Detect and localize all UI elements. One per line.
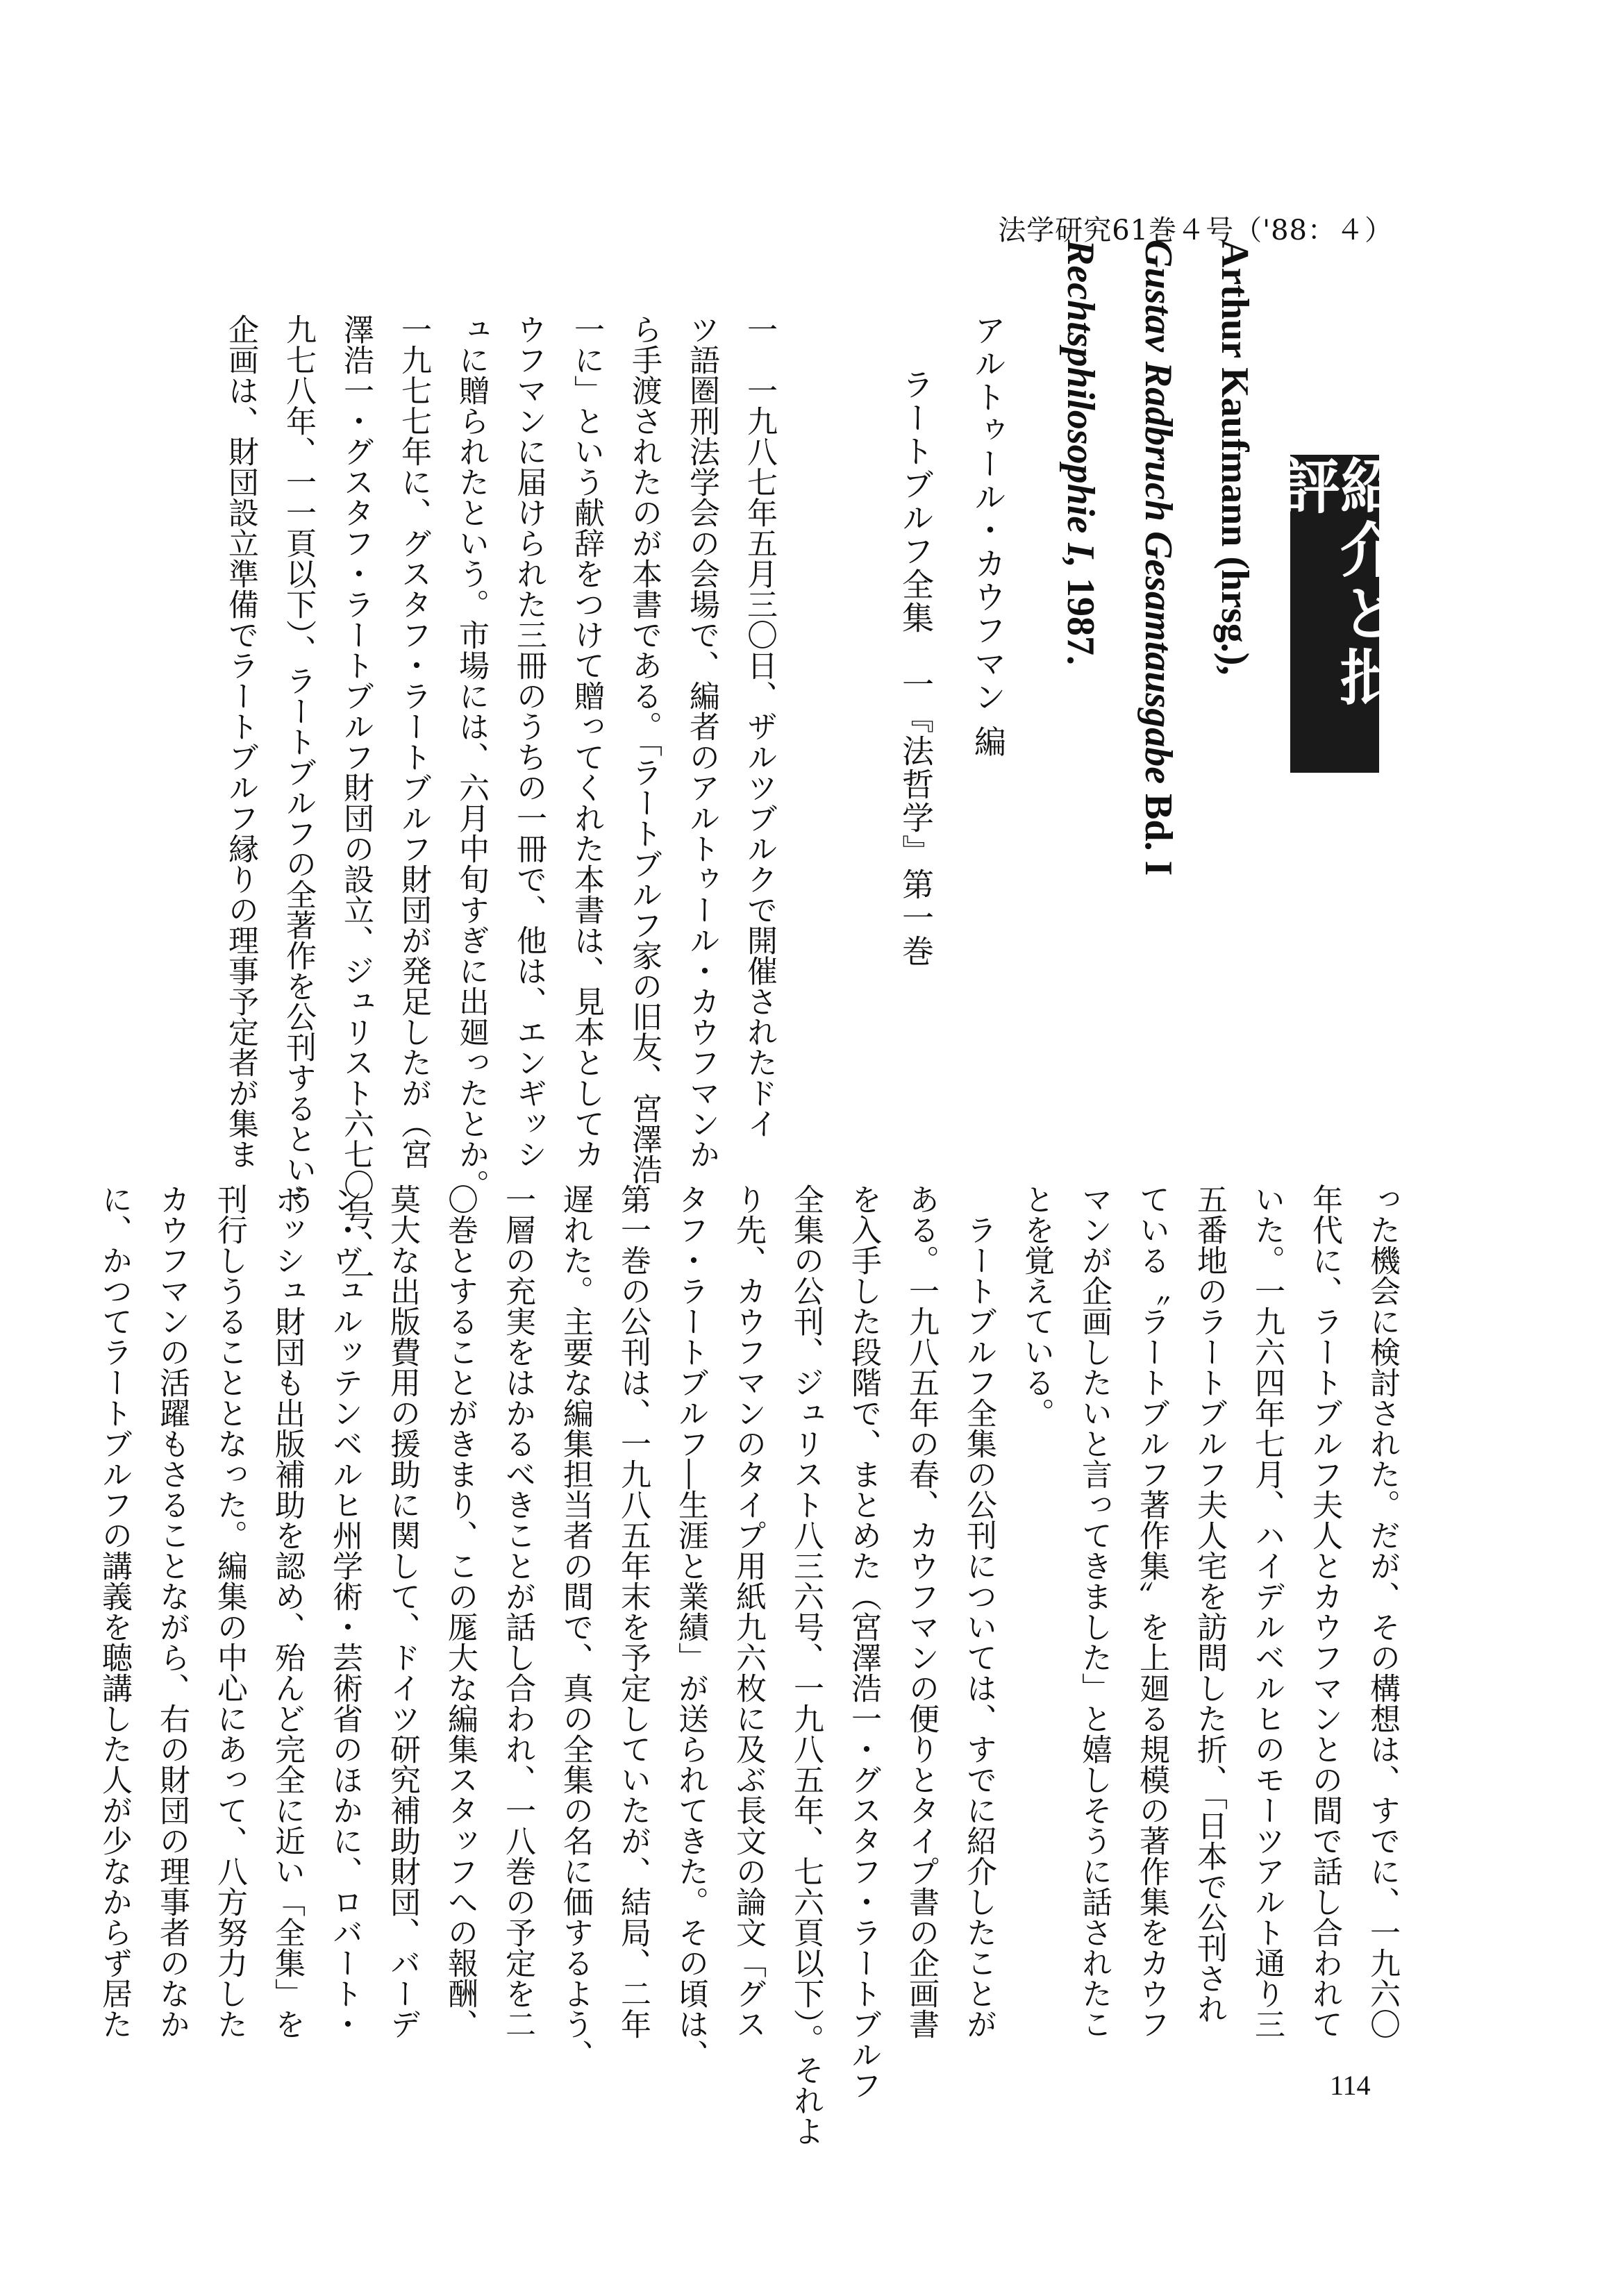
body-lower-col-23: に、かつてラートブルフの講義を聴講した人が少なからず居た — [97, 1184, 132, 2039]
body-lower-col-21: 刊行しうることとなった。編集の中心にあって、八方努力した — [212, 1184, 247, 2039]
body-lower-col-11: 全集の公刊、ジュリスト八三六号、一九八五年、七六頁以下）。それよ — [788, 1184, 824, 2146]
section-badge-label: 紹介と批評 — [1270, 455, 1400, 710]
body-lower-col-1: った機会に検討された。だが、その構想は、すでに、一九六〇 — [1365, 1184, 1400, 2039]
body-lower-col-9: ある。一九八五年の春、カウフマンの便りとタイプ書の企画書 — [903, 1184, 939, 2039]
book-latin-italic-2: Rechtsphilosophie I, — [1059, 240, 1102, 568]
body-lower-col-19: ン・ヴュルッテンベルヒ州学術・芸術省のほかに、ロバート・ — [327, 1184, 362, 2039]
body-lower-col-6: マンが企画したいと言ってきました」と嬉しそうに話されたこ — [1076, 1184, 1112, 2039]
page-number: 114 — [1330, 2070, 1371, 2101]
book-latin-upright-1: Bd. I — [1137, 784, 1180, 876]
body-lower-col-20: ボッシュ財団も出版補助を認め、殆んど完全に近い「全集」を — [269, 1184, 305, 2039]
body-lower-col-16: 一層の充実をはかるべきことが話し合われ、一八巻の予定を二 — [500, 1184, 535, 2039]
body-upper-col-7: 一九七七年に、グスタフ・ラートブルフ財団が発足したが（宮 — [396, 314, 431, 1169]
body-lower-col-4: 五番地のラートブルフ夫人宅を訪問した折、「日本で公刊され — [1192, 1184, 1227, 2024]
body-upper-col-9: 九七八年、一一頁以下）、ラートブルフの全著作を公刊するという — [281, 314, 316, 1215]
body-lower-col-12: り先、カウフマンのタイプ用紙九六枚に及ぶ長文の論文「グス — [731, 1184, 766, 2039]
body-upper-col-5: ウフマンに届けられた三冊のうちの一冊で、他は、エンギッシ — [511, 314, 547, 1169]
body-lower-col-3: いた。一九六四年七月、ハイデルベルヒのモーツアルト通り三 — [1249, 1184, 1285, 2039]
title-book-ja: ラートブルフ全集 一『法哲学』第一巻 — [897, 368, 935, 968]
body-lower-col-7: とを覚えている。 — [1019, 1184, 1054, 1428]
body-lower-col-15: 遅れた。主要な編集担当者の間で、真の全集の名に価するよう、 — [558, 1184, 593, 2070]
body-lower-col-17: 〇巻とすることがきまり、この厖大な編集スタッフへの報酬、 — [442, 1184, 478, 2039]
body-lower-col-2: 年代に、ラートブルフ夫人とカウフマンとの間で話し合われて — [1307, 1184, 1342, 2039]
body-upper-col-2: ツ語圏刑法学会の会場で、編者のアルトゥール・カウフマンか — [684, 314, 719, 1169]
journal-header: 法学研究61巻４号（'88：４） — [998, 215, 1393, 246]
body-lower-col-10: を入手した段階で、まとめた（宮澤浩一・グスタフ・ラートブルフ — [846, 1184, 881, 2100]
book-latin-italic-1: Gustav Radbruch Gesamtausgabe — [1137, 240, 1180, 785]
book-latin-upright-2: 1987. — [1059, 567, 1102, 665]
body-upper-col-3: ら手渡されたのが本書である。「ラートブルフ家の旧友、宮澤浩 — [626, 314, 662, 1184]
title-author-ja: アルトゥール・カウフマン 編 — [969, 314, 1007, 759]
body-upper — [212, 314, 788, 1291]
section-badge — [1270, 455, 1400, 773]
body-upper-col-4: 一に」という献辞をつけて贈ってくれた本書は、見本としてカ — [569, 314, 604, 1169]
body-lower-col-22: カウフマンの活躍もさることながら、右の財団の理事者のなか — [154, 1184, 190, 2039]
body-lower-col-5: ている〝ラートブルフ著作集〟を上廻る規模の著作集をカウフ — [1134, 1184, 1169, 2039]
body-upper-col-8: 澤浩一・グスタフ・ラートブルフ財団の設立、ジュリスト六七〇号、一 — [338, 314, 374, 1291]
body-lower — [85, 1184, 1411, 2146]
title-book-latin-1 — [1139, 240, 1178, 875]
body-upper-col-6: ュに贈られたという。市場には、六月中旬すぎに出廻ったとか。 — [453, 314, 489, 1200]
body-lower-col-18: 莫大な出版費用の援助に関して、ドイツ研究補助財団、バーデ — [385, 1184, 420, 2039]
body-upper-col-10: 企画は、財団設立準備でラートブルフ縁りの理事予定者が集ま — [223, 314, 258, 1169]
body-lower-col-14: 第一巻の公刊は、一九八五年末を予定していたが、結局、二年 — [615, 1184, 651, 2039]
body-upper-col-1: 一 一九八七年五月三〇日、ザルツブルクで開催されたドイ — [742, 314, 777, 1139]
body-lower-col-13: タフ・ラートブルフ―生涯と業績」が送られてきた。その頃は、 — [673, 1184, 708, 2070]
title-book-latin-2 — [1061, 240, 1100, 665]
body-lower-col-8: ラートブルフ全集の公刊については、すでに紹介したことが — [961, 1184, 996, 2039]
author-latin: Arthur Kaufmann (hrsg.), — [1213, 240, 1256, 676]
title-author-latin — [1215, 240, 1254, 675]
